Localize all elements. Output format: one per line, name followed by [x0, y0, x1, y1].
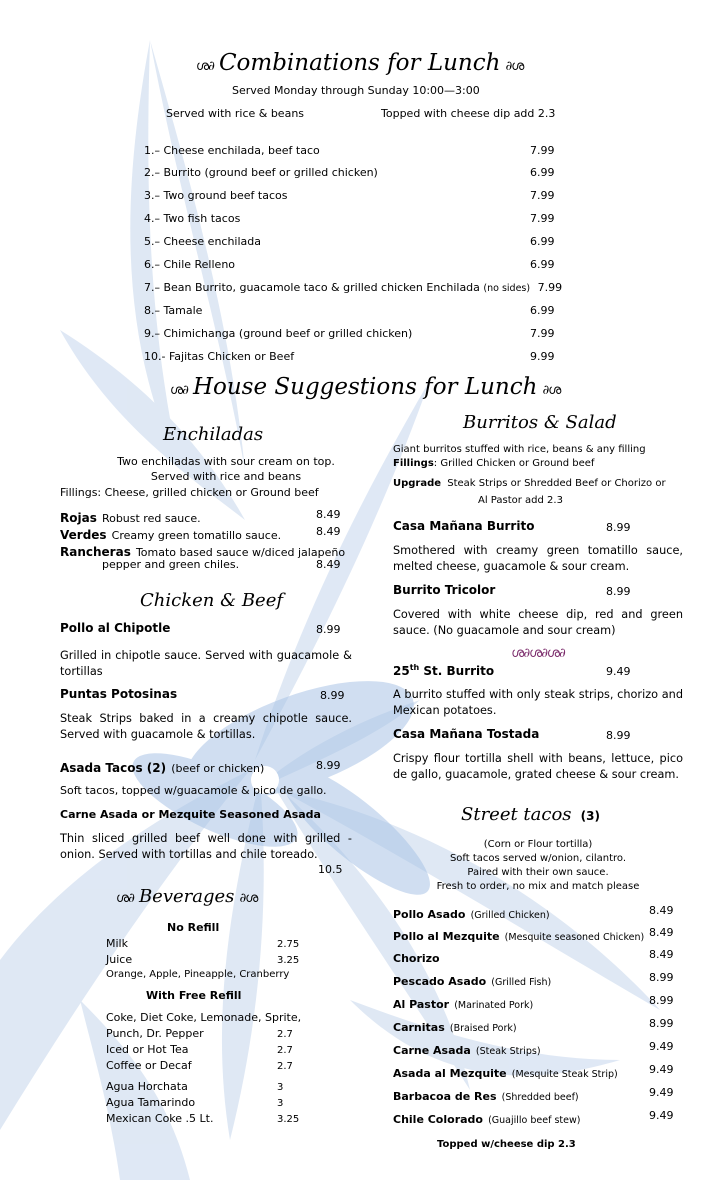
- taco-note: (Shredded beef): [501, 1092, 579, 1103]
- taco-name: Chorizo: [393, 952, 440, 965]
- combo-name: 4.– Two fish tacos: [144, 212, 241, 225]
- combo-name: 7.– Bean Burrito, guacamole taco & grilled chicken Enchilada: [144, 281, 480, 294]
- burritos-title: Burritos & Salad: [463, 412, 617, 433]
- bev-horchata-price: 3: [277, 1082, 284, 1093]
- st-burrito-name: [393, 663, 494, 678]
- bev-tamarindo: Agua Tamarindo: [106, 1096, 196, 1109]
- enchilada-desc: Tomato based sauce w/diced jalapeño: [135, 546, 346, 559]
- combo-item: [144, 350, 294, 363]
- asada-tacos-name: Asada Tacos (2): [60, 761, 167, 775]
- ornament-right: ∂ശ: [239, 891, 258, 906]
- bev-tea-price: 2.7: [277, 1045, 293, 1056]
- street-taco-item: [393, 970, 551, 989]
- st-burrito-desc: A burrito stuffed with only steak strips, chorizo and Mexican potatoes.: [393, 688, 683, 717]
- bev-milk: Milk: [106, 937, 128, 950]
- puntas-name: Puntas Potosinas: [60, 687, 178, 701]
- tricolor-price: 8.99: [606, 585, 631, 598]
- street-taco-item: [393, 903, 550, 922]
- no-refill-heading: No Refill: [167, 921, 220, 934]
- enchilada-name: Rancheras: [60, 545, 131, 559]
- combo-price: 9.99: [530, 350, 555, 363]
- house-title-text: House Suggestions for Lunch: [192, 374, 538, 400]
- combo-item: [144, 304, 202, 317]
- street-tacos-footer: Topped w/cheese dip 2.3: [437, 1139, 576, 1150]
- bev-sodas-price: 2.7: [277, 1029, 293, 1040]
- combo-name: 8.– Tamale: [144, 304, 203, 317]
- upgrade-text-cont: Al Pastor add 2.3: [478, 495, 563, 506]
- enchiladas-fillings: Fillings: Cheese, grilled chicken or Ground beef: [60, 486, 319, 499]
- combo-price: 7.99: [530, 327, 555, 340]
- lunch-title-text: Combinations for Lunch: [218, 50, 501, 76]
- combo-price: 6.99: [530, 258, 555, 271]
- bev-sodas-cont: Punch, Dr. Pepper: [106, 1027, 204, 1040]
- taco-note: (Steak Strips): [475, 1046, 541, 1057]
- puntas-desc: Steak Strips baked in a creamy chipotle sauce. Served with guacamole & tortillas.: [60, 712, 352, 741]
- fillings-label: Fillings: [393, 458, 434, 469]
- street-taco-item: [393, 947, 440, 966]
- ornament-left: ശ∂: [196, 59, 214, 74]
- combo-item: [144, 166, 378, 179]
- taco-name: Asada al Mezquite: [393, 1067, 507, 1080]
- street-desc: (Corn or Flour tortilla): [483, 839, 593, 850]
- street-taco-item: [393, 993, 533, 1012]
- enchilada-name: Rojas: [60, 511, 97, 525]
- casa-burrito-desc: Smothered with creamy green tomatillo sauce, melted cheese, guacamole & sour cream.: [393, 544, 683, 573]
- combo-item: [144, 235, 261, 248]
- enchiladas-title: Enchiladas: [163, 424, 264, 445]
- taco-price: 8.49: [649, 904, 674, 917]
- taco-note: (Guajillo beef stew): [488, 1115, 581, 1126]
- st-burrito-sup: th: [409, 663, 420, 672]
- taco-name: Carnitas: [393, 1021, 445, 1034]
- enchilada-name: Verdes: [60, 528, 107, 542]
- street-tacos-count: (3): [580, 809, 600, 823]
- combo-name: 6.– Chile Relleno: [144, 258, 236, 271]
- asada-tacos-note: (beef or chicken): [171, 762, 265, 775]
- upgrade-label: Upgrade: [393, 478, 442, 489]
- combo-name: 3.– Two ground beef tacos: [144, 189, 288, 202]
- combo-item: [144, 327, 412, 340]
- taco-note: (Grilled Chicken): [470, 910, 550, 921]
- ornament-left: ശ∂: [116, 891, 134, 906]
- pollo-chipotle-price: 8.99: [316, 623, 341, 636]
- enchilada-desc: Robust red sauce.: [101, 512, 201, 525]
- lunch-hours: Served Monday through Sunday 10:00—3:00: [232, 84, 480, 97]
- taco-price: 8.99: [649, 1017, 674, 1030]
- taco-note: (Marinated Pork): [454, 1000, 534, 1011]
- street-taco-item: [393, 1062, 618, 1081]
- pollo-chipotle-desc: Grilled in chipotle sauce. Served with guacamole & tortillas: [60, 649, 352, 678]
- burritos-upgrade: [393, 478, 666, 489]
- puntas-price: 8.99: [320, 689, 345, 702]
- bev-coffee-price: 2.7: [277, 1061, 293, 1072]
- street-taco-item: [393, 1039, 541, 1058]
- combo-item: [144, 144, 320, 157]
- street-desc: Soft tacos served w/onion, cilantro.: [449, 853, 627, 864]
- bev-mexican-coke-price: 3.25: [277, 1114, 300, 1125]
- taco-name: Pollo al Mezquite: [393, 930, 500, 943]
- combo-price: 7.99: [530, 144, 555, 157]
- taco-price: 9.49: [649, 1040, 674, 1053]
- ornament-left: ശ∂: [170, 383, 188, 398]
- st-burrito-price: 9.49: [606, 665, 631, 678]
- taco-price: 8.49: [649, 948, 674, 961]
- combo-item: [144, 281, 562, 294]
- lunch-note-cheese: Topped with cheese dip add 2.3: [381, 107, 556, 120]
- street-desc: Fresh to order, no mix and match please: [436, 881, 640, 892]
- ornament-divider: ശ∂ശ∂ശ∂: [511, 646, 565, 661]
- taco-note: (Braised Pork): [449, 1023, 517, 1034]
- beverages-title: [116, 886, 257, 907]
- carne-asada-name: Carne Asada or Mezquite Seasoned Asada: [60, 808, 321, 821]
- enchilada-desc: Creamy green tomatillo sauce.: [111, 529, 282, 542]
- taco-price: 9.49: [649, 1109, 674, 1122]
- taco-price: 8.49: [649, 926, 674, 939]
- bev-juice-flavors: Orange, Apple, Pineapple, Cranberry: [106, 969, 290, 980]
- bev-juice-price: 3.25: [277, 955, 300, 966]
- combo-item: [144, 212, 240, 225]
- ornament-right: ∂ശ: [505, 59, 524, 74]
- street-taco-item: [393, 925, 644, 944]
- taco-note: (Grilled Fish): [491, 977, 552, 988]
- asada-tacos-item: [60, 757, 264, 776]
- combo-price: 6.99: [530, 166, 555, 179]
- taco-name: Pescado Asado: [393, 975, 487, 988]
- taco-name: Chile Colorado: [393, 1113, 483, 1126]
- taco-name: Pollo Asado: [393, 908, 466, 921]
- combo-name: 10.- Fajitas Chicken or Beef: [144, 350, 295, 363]
- enchilada-price: 8.49: [316, 558, 341, 571]
- combo-price: 6.99: [530, 235, 555, 248]
- tricolor-desc: Covered with white cheese dip, red and green sauce. (No guacamole and sour cream): [393, 608, 683, 637]
- house-title: [170, 374, 560, 400]
- taco-note: (Mesquite Steak Strip): [511, 1069, 618, 1080]
- taco-price: 9.49: [649, 1063, 674, 1076]
- street-tacos-title-text: Street tacos: [461, 804, 572, 825]
- casa-burrito-price: 8.99: [606, 521, 631, 534]
- bev-horchata: Agua Horchata: [106, 1080, 188, 1093]
- st-burrito-rest: St. Burrito: [419, 664, 495, 678]
- bev-sodas: Coke, Diet Coke, Lemonade, Sprite,: [106, 1011, 302, 1024]
- combo-name: 5.– Cheese enchilada: [144, 235, 262, 248]
- combo-price-inline: 7.99: [537, 281, 563, 294]
- bev-juice: Juice: [106, 953, 133, 966]
- taco-price: 8.99: [649, 994, 674, 1007]
- combo-note: (no sides): [483, 283, 531, 294]
- street-taco-item: [393, 1016, 517, 1035]
- bev-tea: Iced or Hot Tea: [106, 1043, 189, 1056]
- street-desc: Paired with their own sauce.: [467, 867, 609, 878]
- bev-tamarindo-price: 3: [277, 1098, 284, 1109]
- enchilada-price: 8.49: [316, 525, 341, 538]
- tricolor-name: Burrito Tricolor: [393, 583, 496, 597]
- enchiladas-desc: Served with rice and beans: [150, 470, 302, 483]
- carne-asada-price: 10.5: [318, 863, 343, 876]
- burritos-intro: Giant burritos stuffed with rice, beans & any filling: [393, 444, 646, 455]
- lunch-note-rice: Served with rice & beans: [166, 107, 305, 120]
- burritos-fillings: [393, 458, 594, 469]
- free-refill-heading: With Free Refill: [146, 989, 242, 1002]
- chicken-beef-title: Chicken & Beef: [140, 590, 284, 611]
- pollo-chipotle-name: Pollo al Chipotle: [60, 621, 171, 635]
- fillings-text: : Grilled Chicken or Ground beef: [433, 458, 595, 469]
- st-burrito-num: 25: [393, 664, 410, 678]
- combo-item: [144, 189, 287, 202]
- bev-mexican-coke: Mexican Coke .5 Lt.: [106, 1112, 214, 1125]
- combo-name: 2.– Burrito (ground beef or grilled chicken): [144, 166, 378, 179]
- bev-coffee: Coffee or Decaf: [106, 1059, 192, 1072]
- combo-name: 9.– Chimichanga (ground beef or grilled chicken): [144, 327, 413, 340]
- street-taco-item: [393, 1085, 579, 1104]
- taco-note: (Mesquite seasoned Chicken): [504, 932, 645, 943]
- tostada-name: Casa Mañana Tostada: [393, 727, 540, 741]
- combo-price: 7.99: [530, 189, 555, 202]
- combo-price: 6.99: [530, 304, 555, 317]
- street-taco-item: [393, 1108, 580, 1127]
- taco-name: Barbacoa de Res: [393, 1090, 497, 1103]
- taco-price: 9.49: [649, 1086, 674, 1099]
- casa-burrito-name: Casa Mañana Burrito: [393, 519, 535, 533]
- enchilada-desc-cont: pepper and green chiles.: [102, 558, 240, 571]
- combo-price: 7.99: [530, 212, 555, 225]
- street-tacos-title: [461, 804, 600, 825]
- upgrade-text: Steak Strips or Shredded Beef or Chorizo or: [447, 478, 666, 489]
- bev-milk-price: 2.75: [277, 939, 300, 950]
- carne-asada-desc: Thin sliced grilled beef well done with grilled - onion. Served with tortillas and chile toreado.: [60, 832, 352, 861]
- combo-item: [144, 258, 235, 271]
- enchilada-price: 8.49: [316, 508, 341, 521]
- asada-tacos-desc: Soft tacos, topped w/guacamole & pico de gallo.: [60, 784, 327, 797]
- enchiladas-desc: Two enchiladas with sour cream on top.: [117, 455, 335, 468]
- taco-price: 8.99: [649, 971, 674, 984]
- lunch-title: [196, 50, 523, 76]
- taco-name: Carne Asada: [393, 1044, 471, 1057]
- combo-name: 1.– Cheese enchilada, beef taco: [144, 144, 320, 157]
- asada-tacos-price: 8.99: [316, 759, 341, 772]
- tostada-desc: Crispy flour tortilla shell with beans, lettuce, pico de gallo, guacamole, grated cheese & sour cream.: [393, 752, 683, 781]
- taco-name: Al Pastor: [393, 998, 450, 1011]
- ornament-right: ∂ശ: [542, 383, 561, 398]
- beverages-title-text: Beverages: [138, 886, 235, 907]
- tostada-price: 8.99: [606, 729, 631, 742]
